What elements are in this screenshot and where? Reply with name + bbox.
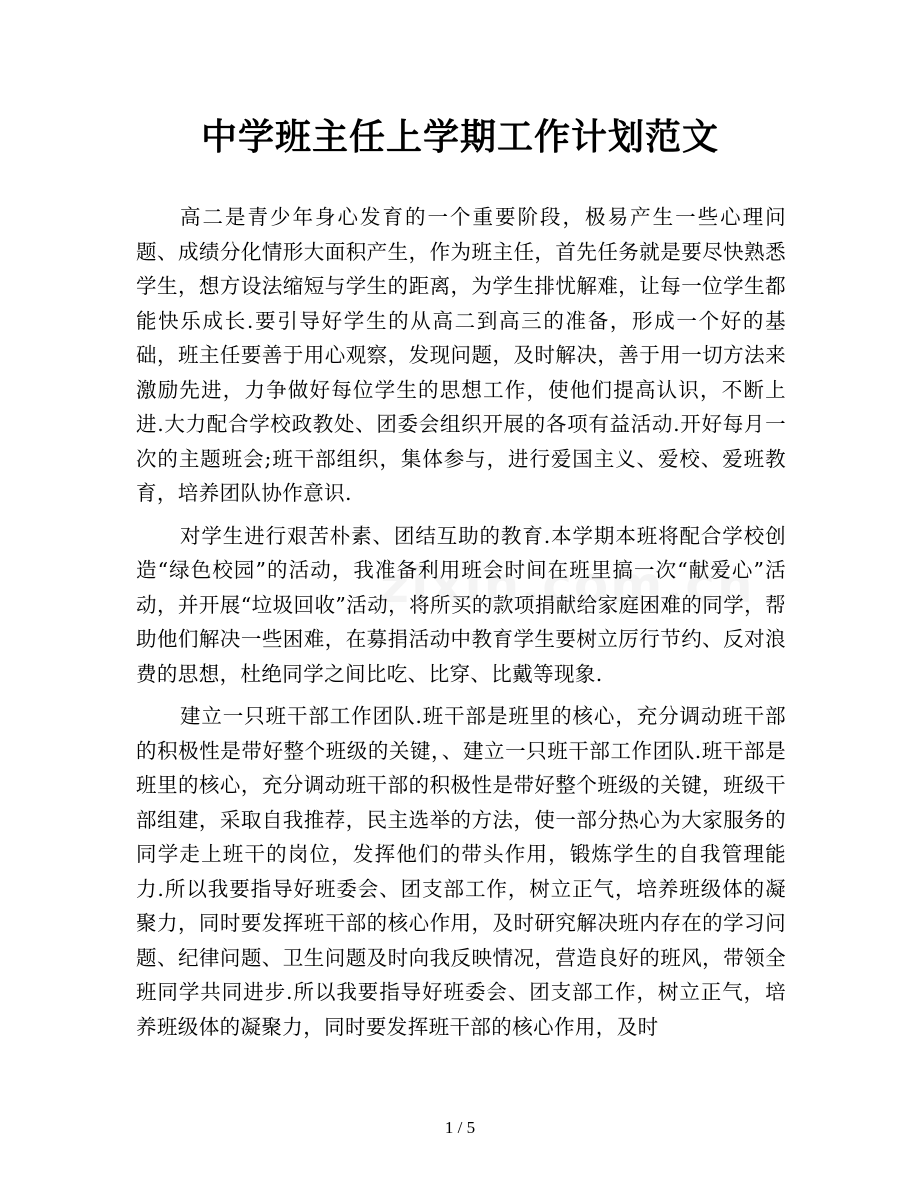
- paragraph-2: 对学生进行艰苦朴素、团结互助的教育.本学期本班将配合学校创造“绿色校园”的活动，我准备利用班会时间在班里搞一次“献爱心”活动，并开展“垃圾回收”活动，将所买的款项捐献给家庭困难的同学，帮助他们解决一些困难，在募捐活动中教育学生要树立厉行节约、反对浪费的思想，杜绝同学之间比吃、比穿、比戴等现象.: [136, 523, 786, 686]
- document-body: [136, 200, 786, 1052]
- page-number: 1 / 5: [444, 1118, 476, 1137]
- paragraph-3: 建立一只班干部工作团队.班干部是班里的核心，充分调动班干部的积极性是带好整个班级的关键，、建立一只班干部工作团队.班干部是班里的核心，充分调动班干部的积极性是带好整个班级的关键，班级干部组建，采取自我推荐，民主选举的方法，使一部分热心为大家服务的同学走上班干的岗位，发挥他们的带头作用，锻炼学生的自我管理能力.所以我要指导好班委会、团支部工作，树立正气，培养班级体的凝聚力，同时要发挥班干部的核心作用，及时研究解决班内存在的学习问题、纪律问题、卫生问题及时向我反映情况，营造良好的班风，带领全班同学共同进步.所以我要指导好班委会、团支部工作，树立正气，培养班级体的凝聚力，同时要发挥班干部的核心作用，及时: [136, 704, 786, 1039]
- watermark: [380, 556, 755, 614]
- document-title: 中学班主任上学期工作计划范文: [200, 117, 719, 158]
- paragraph-1: 高二是青少年身心发育的一个重要阶段，极易产生一些心理问题、成绩分化情形大面积产生，作为班主任，首先任务就是要尽快熟悉学生，想方设法缩短与学生的距离，为学生排忧解难，让每一位学生都能快乐成长.要引导好学生的从高二到高三的准备，形成一个好的基础，班主任要善于用心观察，发现问题，及时解决，善于用一切方法来激励先进，力争做好每位学生的思想工作，使他们提高认识，不断上进.大力配合学校政教处、团委会组织开展的各项有益活动.开好每月一次的主题班会;班干部组织，集体参与，进行爱国主义、爱校、爱班教育，培养团队协作意识.: [136, 205, 786, 505]
